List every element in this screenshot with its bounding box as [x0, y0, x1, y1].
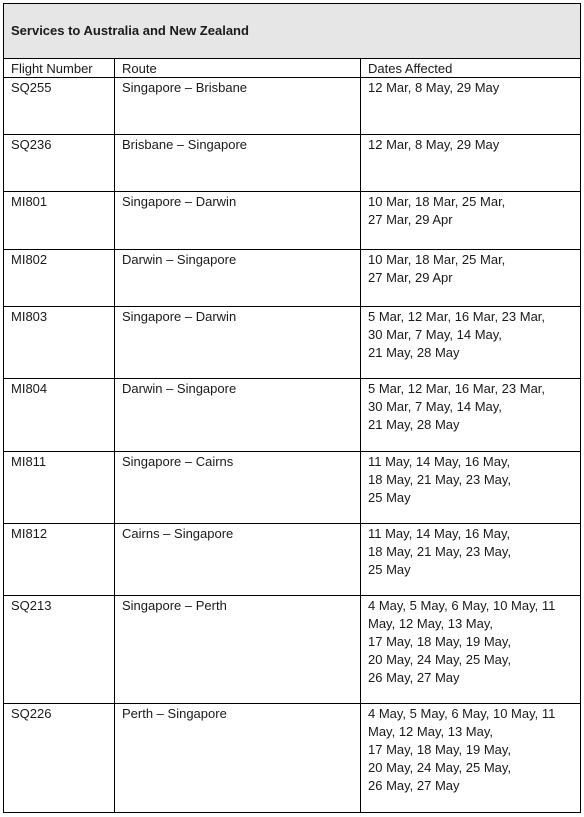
dates-affected-cell [361, 78, 581, 135]
dates-line: 26 May, 27 May [368, 670, 460, 685]
flight-services-table [3, 3, 581, 813]
dates-line: May, 12 May, 13 May, [368, 724, 493, 739]
flight-number-cell: MI801 [4, 192, 115, 250]
dates-affected-cell [361, 192, 581, 250]
dates-line: 5 Mar, 12 Mar, 16 Mar, 23 Mar, [368, 309, 546, 324]
route-cell: Singapore – Perth [115, 596, 361, 704]
flight-number-cell: SQ255 [4, 78, 115, 135]
route-cell: Perth – Singapore [115, 704, 361, 813]
dates-line: 30 Mar, 7 May, 14 May, [368, 399, 502, 414]
header-flight-number: Flight Number [4, 59, 115, 78]
table-row [4, 596, 581, 704]
header-route: Route [115, 59, 361, 78]
table-row [4, 379, 581, 452]
dates-line: 20 May, 24 May, 25 May, [368, 652, 512, 667]
dates-line: 26 May, 27 May [368, 778, 460, 793]
flight-number-cell: MI802 [4, 250, 115, 307]
dates-line: 4 May, 5 May, 6 May, 10 May, 11 [368, 706, 556, 721]
header-dates-affected: Dates Affected [361, 59, 581, 78]
dates-line: 10 Mar, 18 Mar, 25 Mar, [368, 252, 506, 267]
dates-affected-cell [361, 379, 581, 452]
route-cell: Darwin – Singapore [115, 250, 361, 307]
flight-number-cell: MI812 [4, 524, 115, 596]
table-header-row [4, 59, 581, 78]
table-row [4, 135, 581, 192]
dates-line: 21 May, 28 May [368, 345, 460, 360]
dates-line: 25 May [368, 562, 411, 577]
flight-number-cell: MI811 [4, 452, 115, 524]
flight-number-cell: SQ213 [4, 596, 115, 704]
dates-line: 17 May, 18 May, 19 May, [368, 634, 512, 649]
dates-line: 11 May, 14 May, 16 May, [368, 526, 511, 541]
route-cell: Singapore – Cairns [115, 452, 361, 524]
route-cell: Singapore – Darwin [115, 307, 361, 379]
table-title-row [4, 4, 581, 59]
table-row [4, 307, 581, 379]
dates-line: 27 Mar, 29 Apr [368, 212, 453, 227]
table-row [4, 524, 581, 596]
dates-line: 10 Mar, 18 Mar, 25 Mar, [368, 194, 506, 209]
dates-line: 18 May, 21 May, 23 May, [368, 544, 512, 559]
flight-number-cell: SQ236 [4, 135, 115, 192]
route-cell: Darwin – Singapore [115, 379, 361, 452]
dates-line: 30 Mar, 7 May, 14 May, [368, 327, 502, 342]
dates-line: 5 Mar, 12 Mar, 16 Mar, 23 Mar, [368, 381, 546, 396]
route-cell: Brisbane – Singapore [115, 135, 361, 192]
dates-line: 11 May, 14 May, 16 May, [368, 454, 511, 469]
dates-line: 18 May, 21 May, 23 May, [368, 472, 512, 487]
table-row [4, 704, 581, 813]
table-title: Services to Australia and New Zealand [4, 4, 581, 59]
dates-line: 12 Mar, 8 May, 29 May [368, 137, 500, 152]
flight-number-cell: SQ226 [4, 704, 115, 813]
dates-line: 17 May, 18 May, 19 May, [368, 742, 512, 757]
dates-line: 25 May [368, 490, 411, 505]
dates-line: 20 May, 24 May, 25 May, [368, 760, 512, 775]
dates-affected-cell [361, 596, 581, 704]
dates-line: May, 12 May, 13 May, [368, 616, 493, 631]
dates-affected-cell [361, 704, 581, 813]
dates-line: 12 Mar, 8 May, 29 May [368, 80, 500, 95]
flight-number-cell: MI803 [4, 307, 115, 379]
table-row [4, 452, 581, 524]
route-cell: Singapore – Darwin [115, 192, 361, 250]
route-cell: Cairns – Singapore [115, 524, 361, 596]
dates-line: 4 May, 5 May, 6 May, 10 May, 11 [368, 598, 556, 613]
dates-line: 21 May, 28 May [368, 417, 460, 432]
dates-affected-cell [361, 524, 581, 596]
route-cell: Singapore – Brisbane [115, 78, 361, 135]
dates-affected-cell [361, 307, 581, 379]
flight-number-cell: MI804 [4, 379, 115, 452]
table-row [4, 250, 581, 307]
dates-affected-cell [361, 250, 581, 307]
table-row [4, 78, 581, 135]
dates-line: 27 Mar, 29 Apr [368, 270, 453, 285]
dates-affected-cell [361, 452, 581, 524]
dates-affected-cell [361, 135, 581, 192]
table-row [4, 192, 581, 250]
